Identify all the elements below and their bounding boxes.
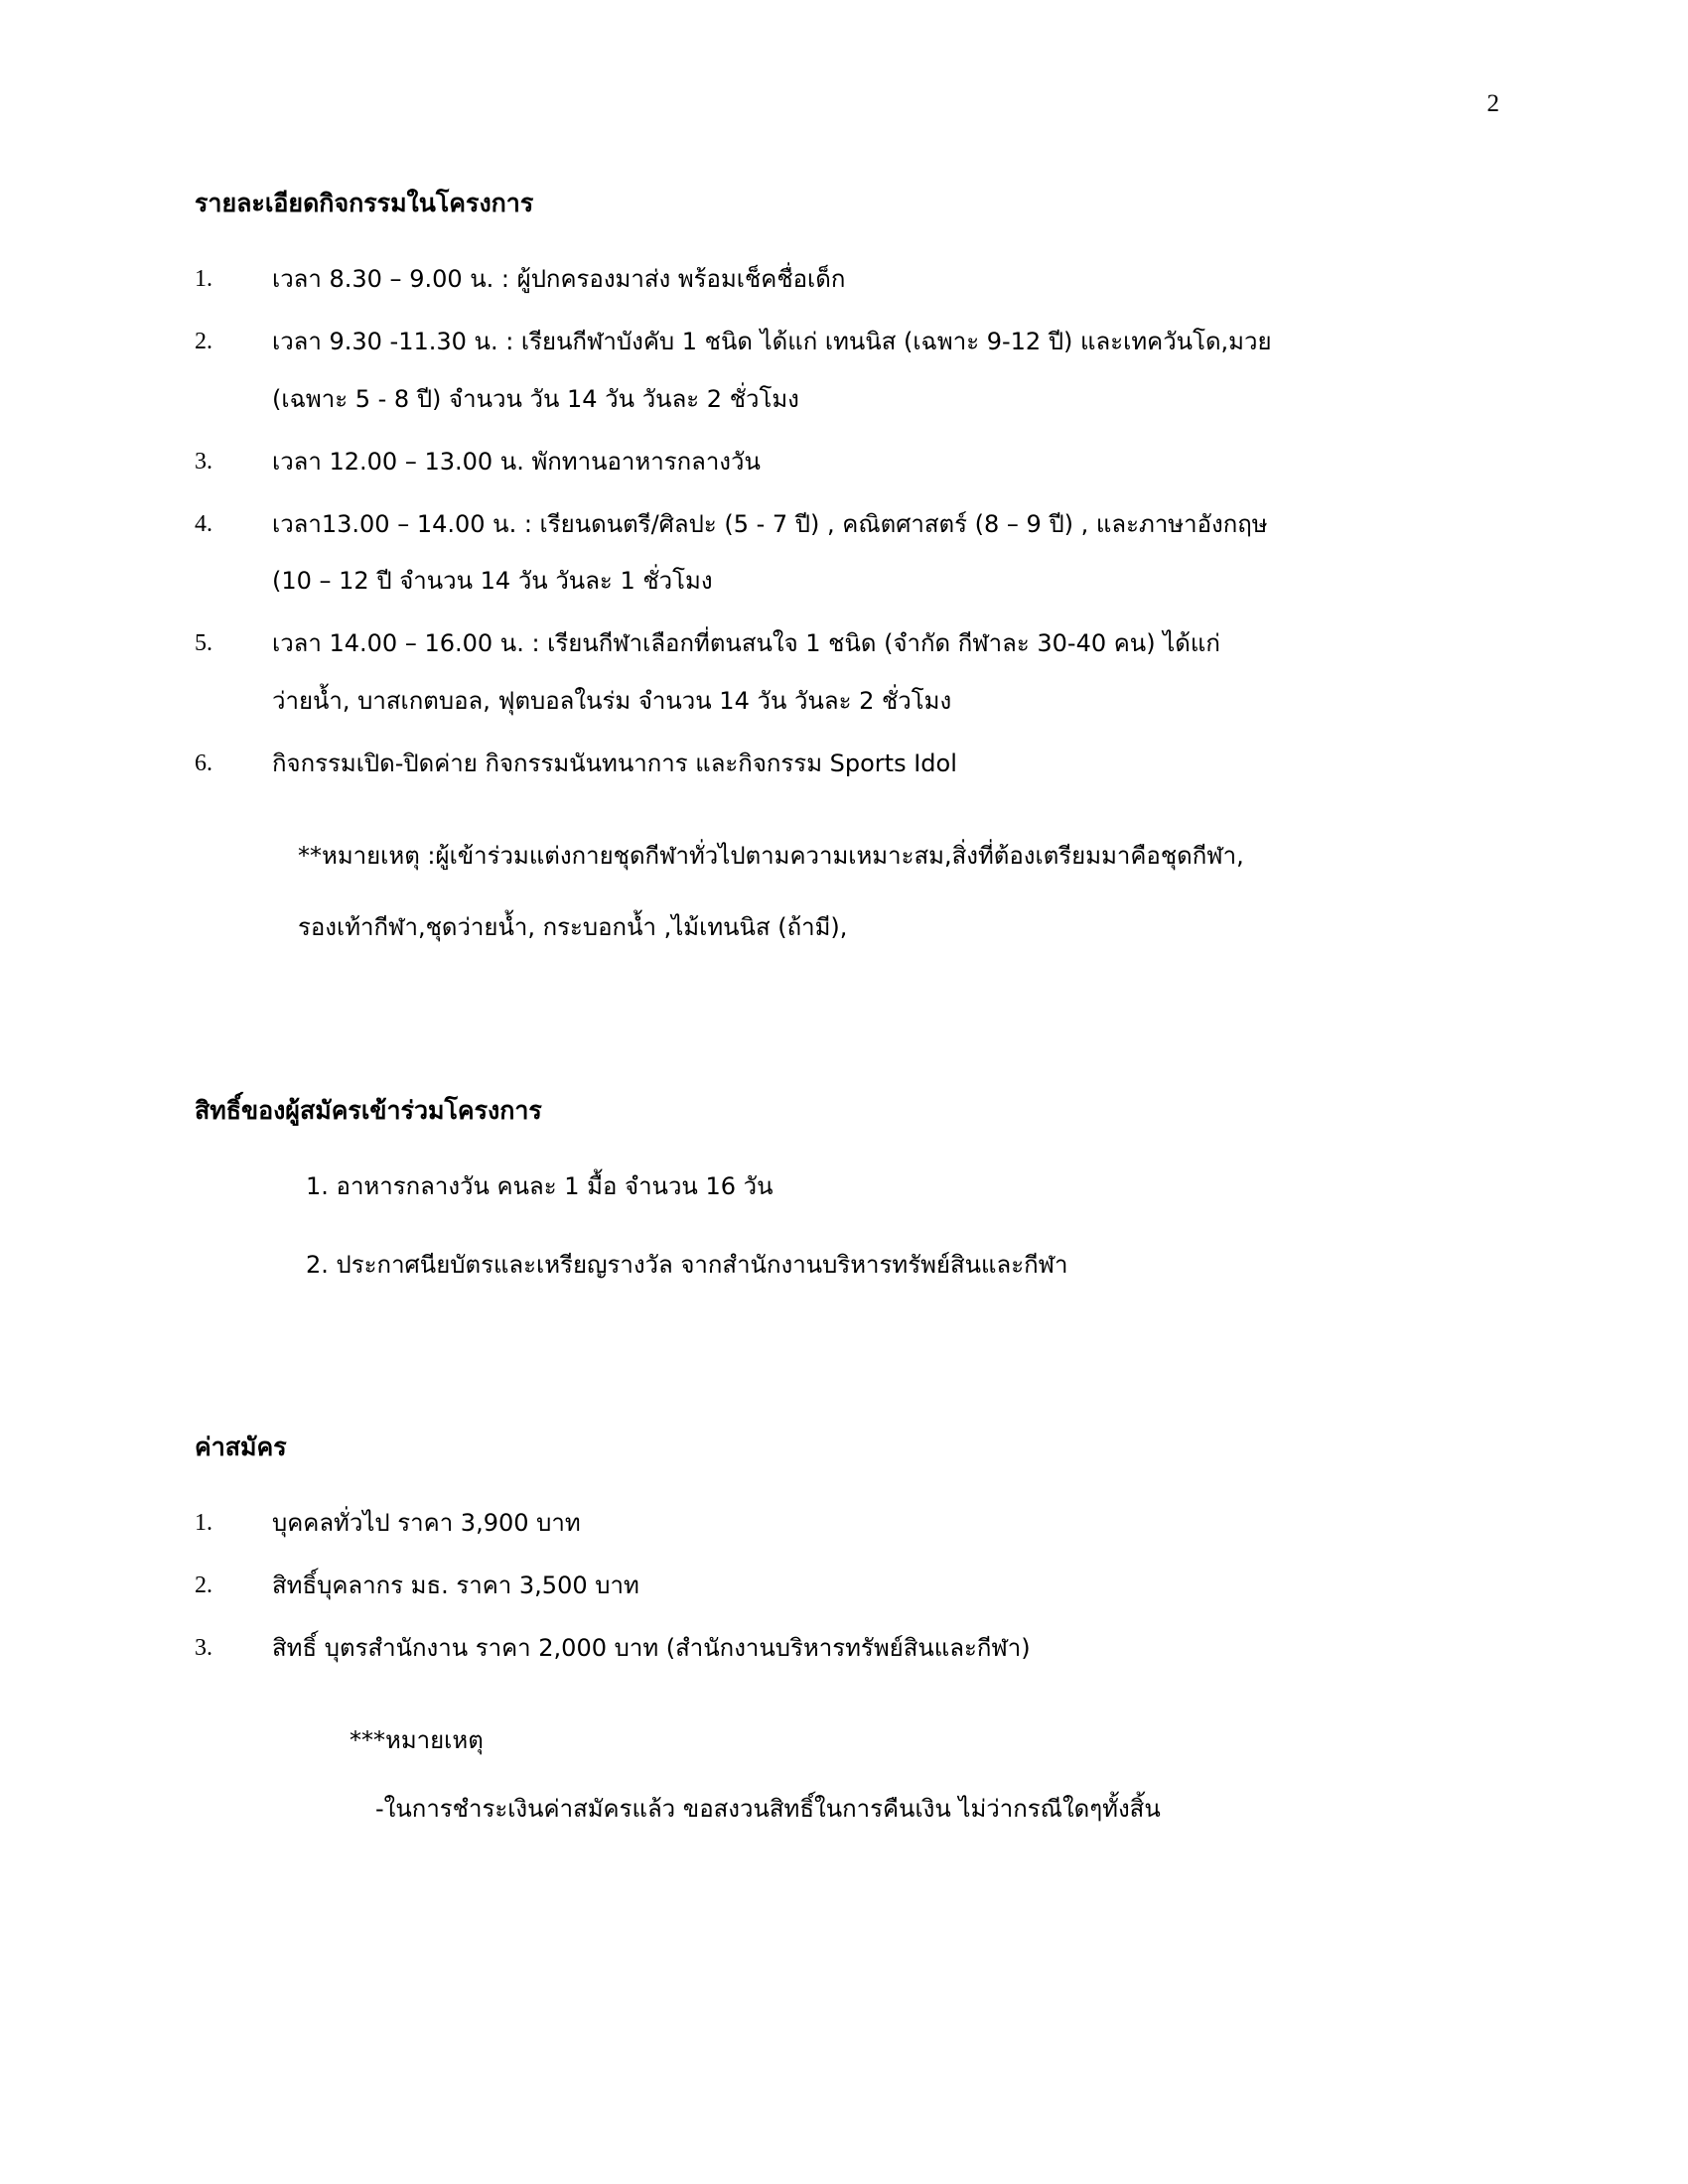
spacer [195, 1284, 1515, 1433]
rights-list-item: 2. ประกาศนียบัตรและเหรียญรางวัล จากสำนักงานบริหารทรัพย์สินและกีฬา [306, 1250, 1068, 1279]
fees-note-detail: -ในการชำระเงินค่าสมัครแล้ว ขอสงวนสิทธิ์ในการคืนเงิน ไม่ว่ากรณีใดๆทั้งสิ้น [375, 1794, 1161, 1823]
fees-list [195, 1504, 1515, 1668]
list-item-line: สิทธิ์บุคลากร มธ. ราคา 3,500 บาท [272, 1571, 639, 1600]
list-marker: 2. [195, 328, 212, 354]
activities-note-line-2: รองเท้ากีฬา,ชุดว่ายน้ำ, กระบอกน้ำ ,ไม้เทนนิส (ถ้ามี), [298, 912, 848, 941]
list-item [195, 1504, 1515, 1543]
list-item [195, 443, 1515, 481]
list-marker: 1. [195, 266, 212, 292]
list-marker: 2. [195, 1572, 212, 1599]
rights-list [306, 1167, 1515, 1285]
fees-note-detail-wrap [375, 1790, 1515, 1829]
rights-list-item: 1. อาหารกลางวัน คนละ 1 มื้อ จำนวน 16 วัน [306, 1171, 774, 1200]
list-item [195, 745, 1515, 783]
list-item-line: เวลา 12.00 – 13.00 น. พักทานอาหารกลางวัน [272, 447, 761, 476]
activities-note-line-1: **หมายเหตุ :ผู้เข้าร่วมแต่งกายชุดกีฬาทั่วไปตามความเหมาะสม,สิ่งที่ต้องเตรียมมาคือชุดกีฬา, [298, 841, 1244, 870]
list-item [195, 505, 1515, 602]
page-number: 2 [1486, 90, 1499, 117]
list-item-line: บุคคลทั่วไป ราคา 3,900 บาท [272, 1509, 581, 1538]
spacer [195, 1692, 1515, 1721]
list-marker: 5. [195, 630, 212, 657]
list-item-line: สิทธิ์ บุตรสำนักงาน ราคา 2,000 บาท (สำนักงานบริหารทรัพย์สินและกีฬา) [272, 1634, 1031, 1663]
activities-list [195, 260, 1515, 783]
list-item-line: เวลา13.00 – 14.00 น. : เรียนดนตรี/ศิลปะ (5 - 7 ปี) , คณิตศาสตร์ (8 – 9 ปี) , และภาษาอังกฤษ [272, 509, 1268, 538]
list-marker: 3. [195, 1635, 212, 1662]
spacer [195, 807, 1515, 837]
list-marker: 3. [195, 448, 212, 475]
list-item-line: ว่ายน้ำ, บาสเกตบอล, ฟุตบอลในร่ม จำนวน 14 วัน วันละ 2 ชั่วโมง [272, 687, 952, 716]
list-item [195, 260, 1515, 299]
activities-note [298, 837, 1515, 947]
list-item [195, 1629, 1515, 1668]
list-item-line: (10 – 12 ปี จำนวน 14 วัน วันละ 1 ชั่วโมง [272, 567, 713, 596]
list-item [195, 624, 1515, 721]
list-marker: 4. [195, 510, 212, 537]
list-marker: 6. [195, 751, 212, 776]
spacer [195, 947, 1515, 1096]
spacer [195, 1760, 1515, 1790]
fees-section-heading: ค่าสมัคร [195, 1433, 287, 1462]
list-item-line: กิจกรรมเปิด-ปิดค่าย กิจกรรมนันทนาการ และกิจกรรม Sports Idol [272, 750, 957, 777]
fees-note-heading: ***หมายเหตุ [350, 1726, 484, 1754]
list-item-line: เวลา 8.30 – 9.00 น. : ผู้ปกครองมาส่ง พร้อมเช็คชื่อเด็ก [272, 265, 846, 293]
list-item [195, 323, 1515, 419]
spacer [195, 1462, 1515, 1504]
list-item [195, 1567, 1515, 1605]
activities-section-heading: รายละเอียดกิจกรรมในโครงการ [195, 189, 534, 217]
list-item-line: เวลา 14.00 – 16.00 น. : เรียนกีฬาเลือกที่ตนสนใจ 1 ชนิด (จำกัด กีฬาละ 30-40 คน) ได้แก่ [272, 629, 1220, 658]
list-marker: 1. [195, 1510, 212, 1537]
rights-section-heading: สิทธิ์ของผู้สมัครเข้าร่วมโครงการ [195, 1095, 542, 1125]
spacer [195, 218, 1515, 260]
fees-note-heading-wrap [350, 1721, 1515, 1760]
list-item-line: เวลา 9.30 -11.30 น. : เรียนกีฬาบังคับ 1 ชนิด ได้แก่ เทนนิส (เฉพาะ 9-12 ปี) และเทควันโด,มวย [272, 327, 1272, 355]
document-body [195, 189, 1515, 1829]
list-item-line: (เฉพาะ 5 - 8 ปี) จำนวน วัน 14 วัน วันละ 2 ชั่วโมง [272, 384, 799, 413]
spacer [195, 1126, 1515, 1167]
